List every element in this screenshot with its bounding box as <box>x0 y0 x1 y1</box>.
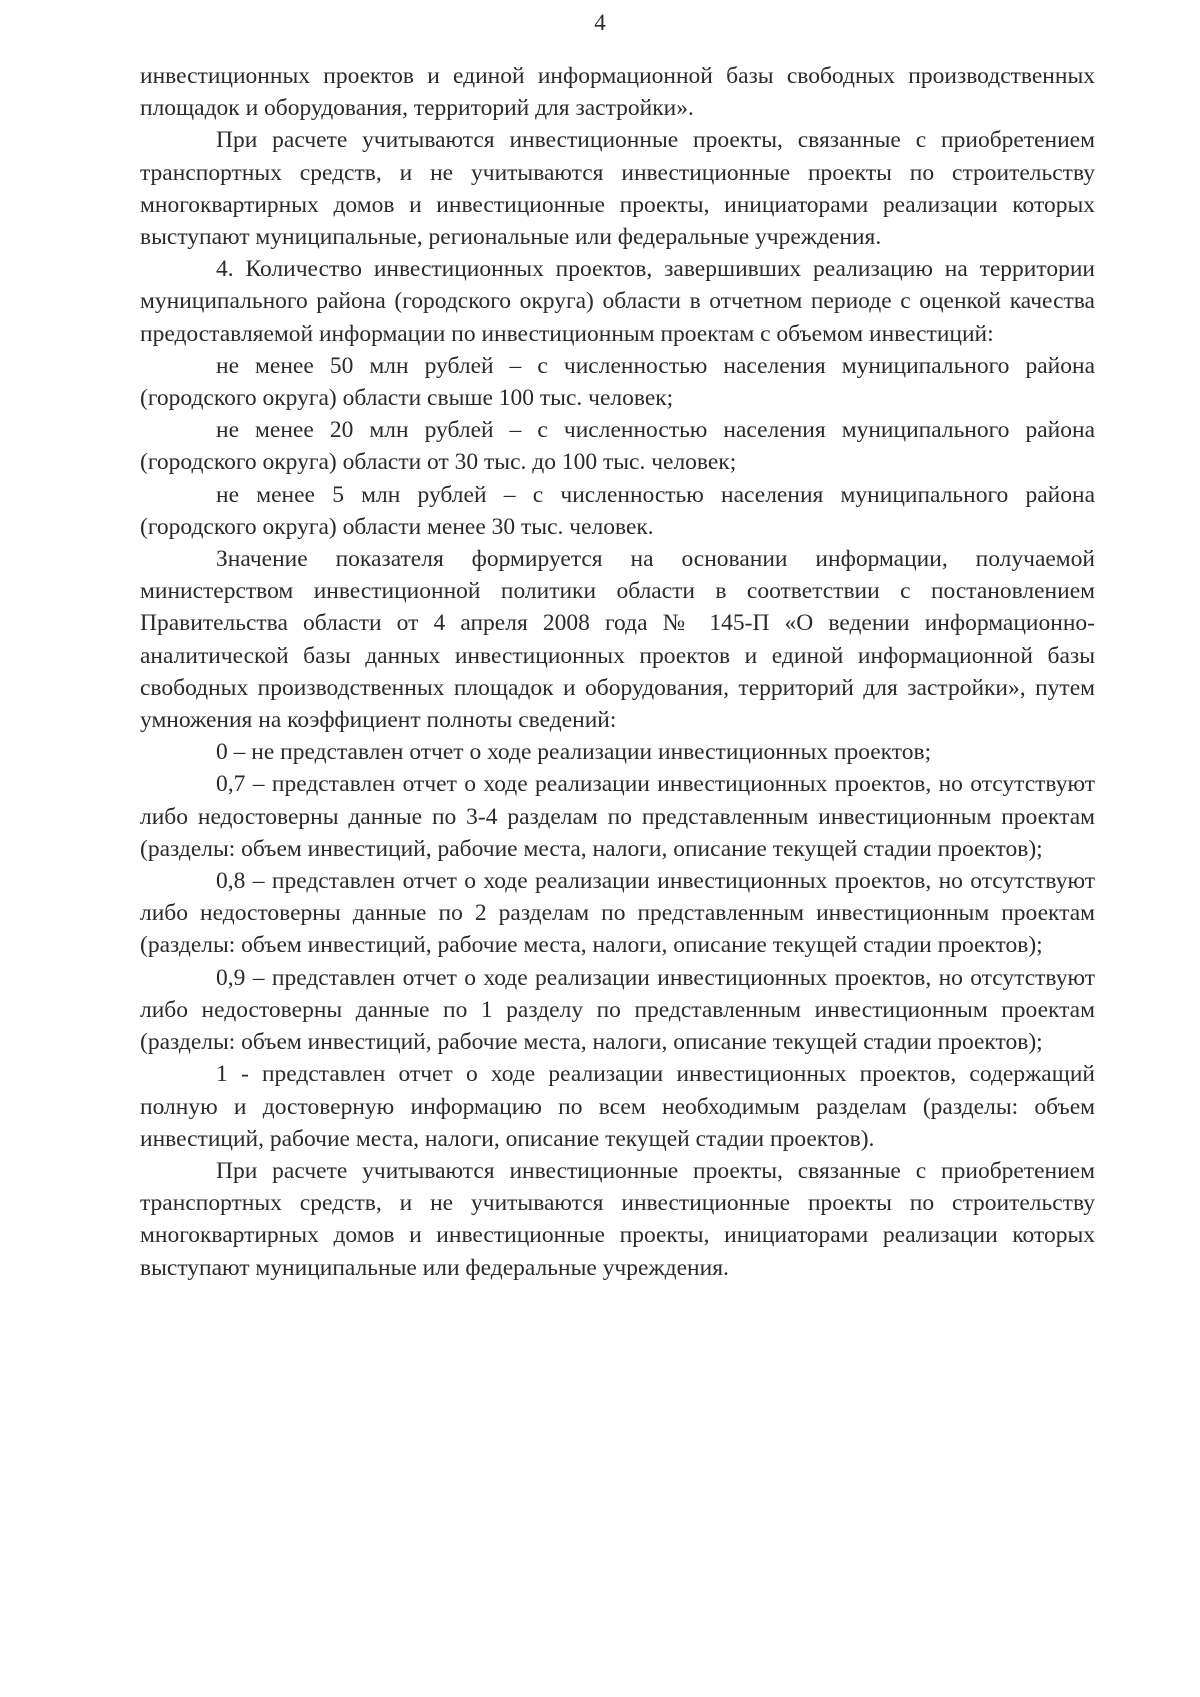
paragraph-item-4: 4. Количество инвестиционных проектов, завершивших реализацию на территории муниципального района (городского округа) области в отчетном периоде с оценкой качества предоставляемой информации по инвестиционным проектам с объемом инвестиций: <box>140 256 1095 347</box>
paragraph-continuation: инвестиционных проектов и единой информационной базы свободных производственных площадок и оборудования, территорий для застройки». <box>140 63 1095 122</box>
page-number: 4 <box>594 10 606 35</box>
paragraph-threshold-20: не менее 20 млн рублей – с численностью населения муниципального района (городского округа) области от 30 тыс. до 100 тыс. человек; <box>140 417 1095 476</box>
paragraph-coefficient-0-7: 0,7 – представлен отчет о ходе реализации инвестиционных проектов, но отсутствуют либо недостоверны данные по 3-4 разделам по представленным инвестиционным проектам (разделы: объем инвестиций, рабочие места, налоги, описание текущей стадии проектов); <box>140 771 1095 862</box>
paragraph-coefficient-0: 0 – не представлен отчет о ходе реализации инвестиционных проектов; <box>216 739 932 766</box>
paragraph-coefficient-0-8: 0,8 – представлен отчет о ходе реализации инвестиционных проектов, но отсутствуют либо недостоверны данные по 2 разделам по представленным инвестиционным проектам (разделы: объем инвестиций, рабочие места, налоги, описание текущей стадии проектов); <box>140 868 1095 959</box>
paragraph-threshold-50: не менее 50 млн рублей – с численностью населения муниципального района (городского округа) области свыше 100 тыс. человек; <box>140 352 1095 412</box>
paragraph-coefficient-0-9: 0,9 – представлен отчет о ходе реализации инвестиционных проектов, но отсутствуют либо недостоверны данные по 1 разделу по представленным инвестиционным проектам (разделы: объем инвестиций, рабочие места, налоги, описание текущей стадии проектов); <box>140 964 1095 1056</box>
document-body <box>140 60 1095 1284</box>
paragraph-indicator-value: Значение показателя формируется на основании информации, получаемой министерством инвестиционной политики области в соответствии с постановлением Правительства области от 4 апреля 2008 года № 145-П «О ведении информационно-аналитической базы данных инвестиционных проектов и единой информационной базы свободных производственных площадок и оборудования, территорий для застройки», путем умножения на коэффициент полноты сведений: <box>140 546 1095 734</box>
paragraph-coefficient-1: 1 - представлен отчет о ходе реализации инвестиционных проектов, содержащий полную и достоверную информацию по всем необходимым разделам (разделы: объем инвестиций, рабочие места, налоги, описание текущей стадии проектов). <box>140 1061 1095 1152</box>
paragraph-calculation-note-1: При расчете учитываются инвестиционные проекты, связанные с приобретением транспортных средств, и не учитываются инвестиционные проекты по строительству многоквартирных домов и инвестиционные проекты, инициаторами реализации которых выступают муниципальные, региональные или федеральные учреждения. <box>140 127 1095 251</box>
paragraph-threshold-5: не менее 5 млн рублей – с численностью населения муниципального района (городского округа) области менее 30 тыс. человек. <box>140 481 1095 540</box>
paragraph-calculation-note-2: При расчете учитываются инвестиционные проекты, связанные с приобретением транспортных средств, и не учитываются инвестиционные проекты по строительству многоквартирных домов и инвестиционные проекты, инициаторами реализации которых выступают муниципальные или федеральные учреждения. <box>140 1157 1095 1281</box>
